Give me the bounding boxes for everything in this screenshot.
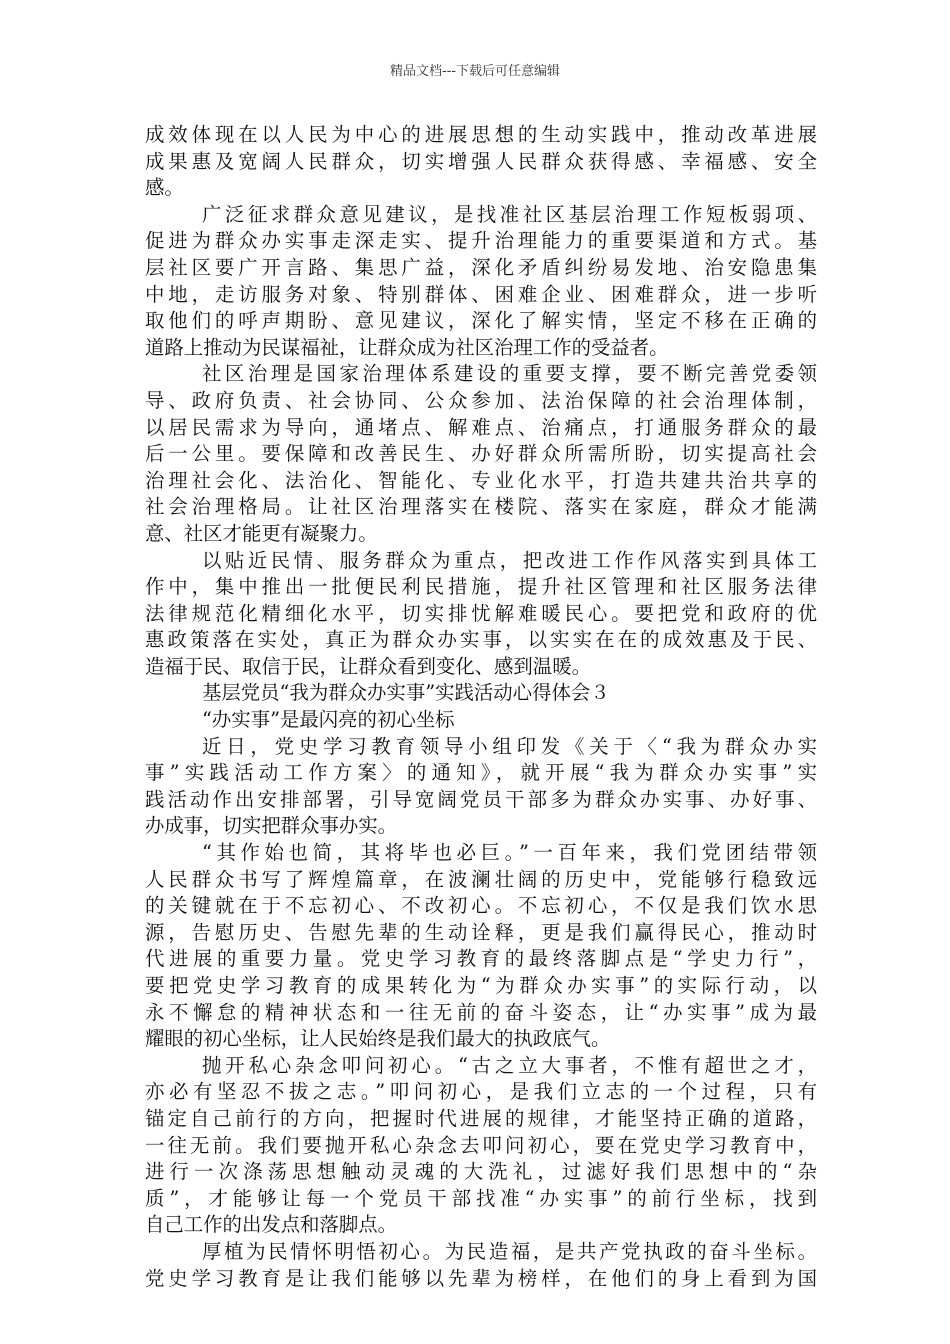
text-line: 广泛征求群众意见建议，是找准社区基层治理工作短板弱项、 (202, 202, 817, 226)
page-header: 精品文档---下载后可任意编辑 (389, 64, 561, 79)
text-line: “其作始也简，其将毕也必巨。”一百年来，我们党团结带领 (202, 841, 817, 865)
text-line: 质”，才能够让每一个党员干部找准“办实事”的前行坐标，找到 (145, 1186, 817, 1210)
text-line: 法律规范化精细化水平，切实排忧解难暖民心。要把党和政府的优 (145, 601, 817, 625)
text-line: 永不懈怠的精神状态和一往无前的奋斗姿态，让“办实事”成为最 (145, 1000, 817, 1024)
text-line: 作中，集中推出一批便民利民措施，提升社区管理和社区服务法律 (145, 575, 817, 599)
text-line: 以居民需求为导向，通堵点、解难点、治痛点，打通服务群众的最 (145, 415, 817, 439)
text-line: 代进展的重要力量。党史学习教育的最终落脚点是“学史力行”， (145, 947, 817, 971)
text-line: 社会治理格局。让社区治理落实在楼院、落实在家庭，群众才能满 (145, 495, 817, 519)
text-line: 践活动作出安排部署，引导宽阔党员干部多为群众办实事、办好事、 (145, 787, 817, 811)
text-line: 治理社会化、法治化、智能化、专业化水平，打造共建共治共享的 (145, 468, 817, 492)
text-line: 感。 (145, 176, 184, 200)
text-line: 成果惠及宽阔人民群众，切实增强人民群众获得感、幸福感、安全 (145, 149, 817, 173)
text-line: 的关键就在于不忘初心、不改初心。不忘初心，不仅是我们饮水思 (145, 894, 817, 918)
text-line: 耀眼的初心坐标，让人民始终是我们最大的执政底气。 (145, 1027, 611, 1051)
text-line: 抛开私心杂念叩问初心。“古之立大事者，不惟有超世之才， (202, 1053, 817, 1077)
text-line: 中地，走访服务对象、特别群体、困难企业、困难群众，进一步听 (145, 282, 817, 306)
text-line: 党史学习教育是让我们能够以先辈为榜样，在他们的身上看到为国 (145, 1266, 817, 1290)
text-line: 锚定自己前行的方向，把握时代进展的规律，才能坚持正确的道路， (145, 1106, 817, 1130)
text-line: 以贴近民情、服务群众为重点，把改进工作作风落实到具体工 (202, 548, 817, 572)
text-line: 自己工作的出发点和落脚点。 (145, 1213, 398, 1237)
text-line: 要把党史学习教育的成果转化为“为群众办实事”的实际行动，以 (145, 974, 817, 997)
text-line: “办实事”是最闪亮的初心坐标 (202, 708, 455, 732)
text-line: 后一公里。要保障和改善民生、办好群众所需所盼，切实提高社会 (145, 442, 817, 466)
text-line: 取他们的呼声期盼、意见建议，深化了解实情，坚定不移在正确的 (145, 309, 817, 333)
text-line: 亦必有坚忍不拔之志。”叩问初心，是我们立志的一个过程，只有 (145, 1080, 817, 1104)
text-line: 导、政府负责、社会协同、公众参加、法治保障的社会治理体制， (145, 388, 817, 412)
text-line: 近日，党史学习教育领导小组印发《关于〈“我为群众办实 (202, 734, 817, 758)
text-line: 意、社区才能更有凝聚力。 (145, 521, 378, 545)
text-line: 成效体现在以人民为中心的进展思想的生动实践中，推动改革进展 (145, 123, 817, 146)
text-line: 社区治理是国家治理体系建设的重要支撑，要不断完善党委领 (202, 362, 817, 386)
text-line: 惠政策落在实处，真正为群众办实事，以实实在在的成效惠及于民、 (145, 628, 817, 652)
document-body (145, 122, 817, 1292)
text-line: 一往无前。我们要抛开私心杂念去叩问初心，要在党史学习教育中， (145, 1133, 817, 1157)
text-line: 促进为群众办实事走深走实、提升治理能力的重要渠道和方式。基 (145, 229, 817, 253)
text-line: 层社区要广开言路、集思广益，深化矛盾纠纷易发地、治安隐患集 (145, 255, 817, 279)
text-line: 源，告慰历史、告慰先辈的生动诠释，更是我们赢得民心，推动时 (145, 920, 817, 944)
text-line: 厚植为民情怀明悟初心。为民造福，是共产党执政的奋斗坐标。 (202, 1239, 817, 1263)
text-line: 进行一次涤荡思想触动灵魂的大洗礼，过滤好我们思想中的“杂 (145, 1160, 817, 1184)
text-line: 道路上推动为民谋福祉，让群众成为社区治理工作的受益者。 (145, 335, 669, 359)
text-line: 基层党员“我为群众办实事”实践活动心得体会３ (202, 681, 610, 705)
text-line: 人民群众书写了辉煌篇章，在波澜壮阔的历史中，党能够行稳致远 (145, 867, 817, 891)
text-line: 造福于民、取信于民，让群众看到变化、感到温暖。 (145, 654, 591, 678)
text-line: 事”实践活动工作方案〉的通知》，就开展“我为群众办实事”实 (145, 761, 817, 785)
text-line: 办成事，切实把群众事办实。 (145, 814, 398, 838)
